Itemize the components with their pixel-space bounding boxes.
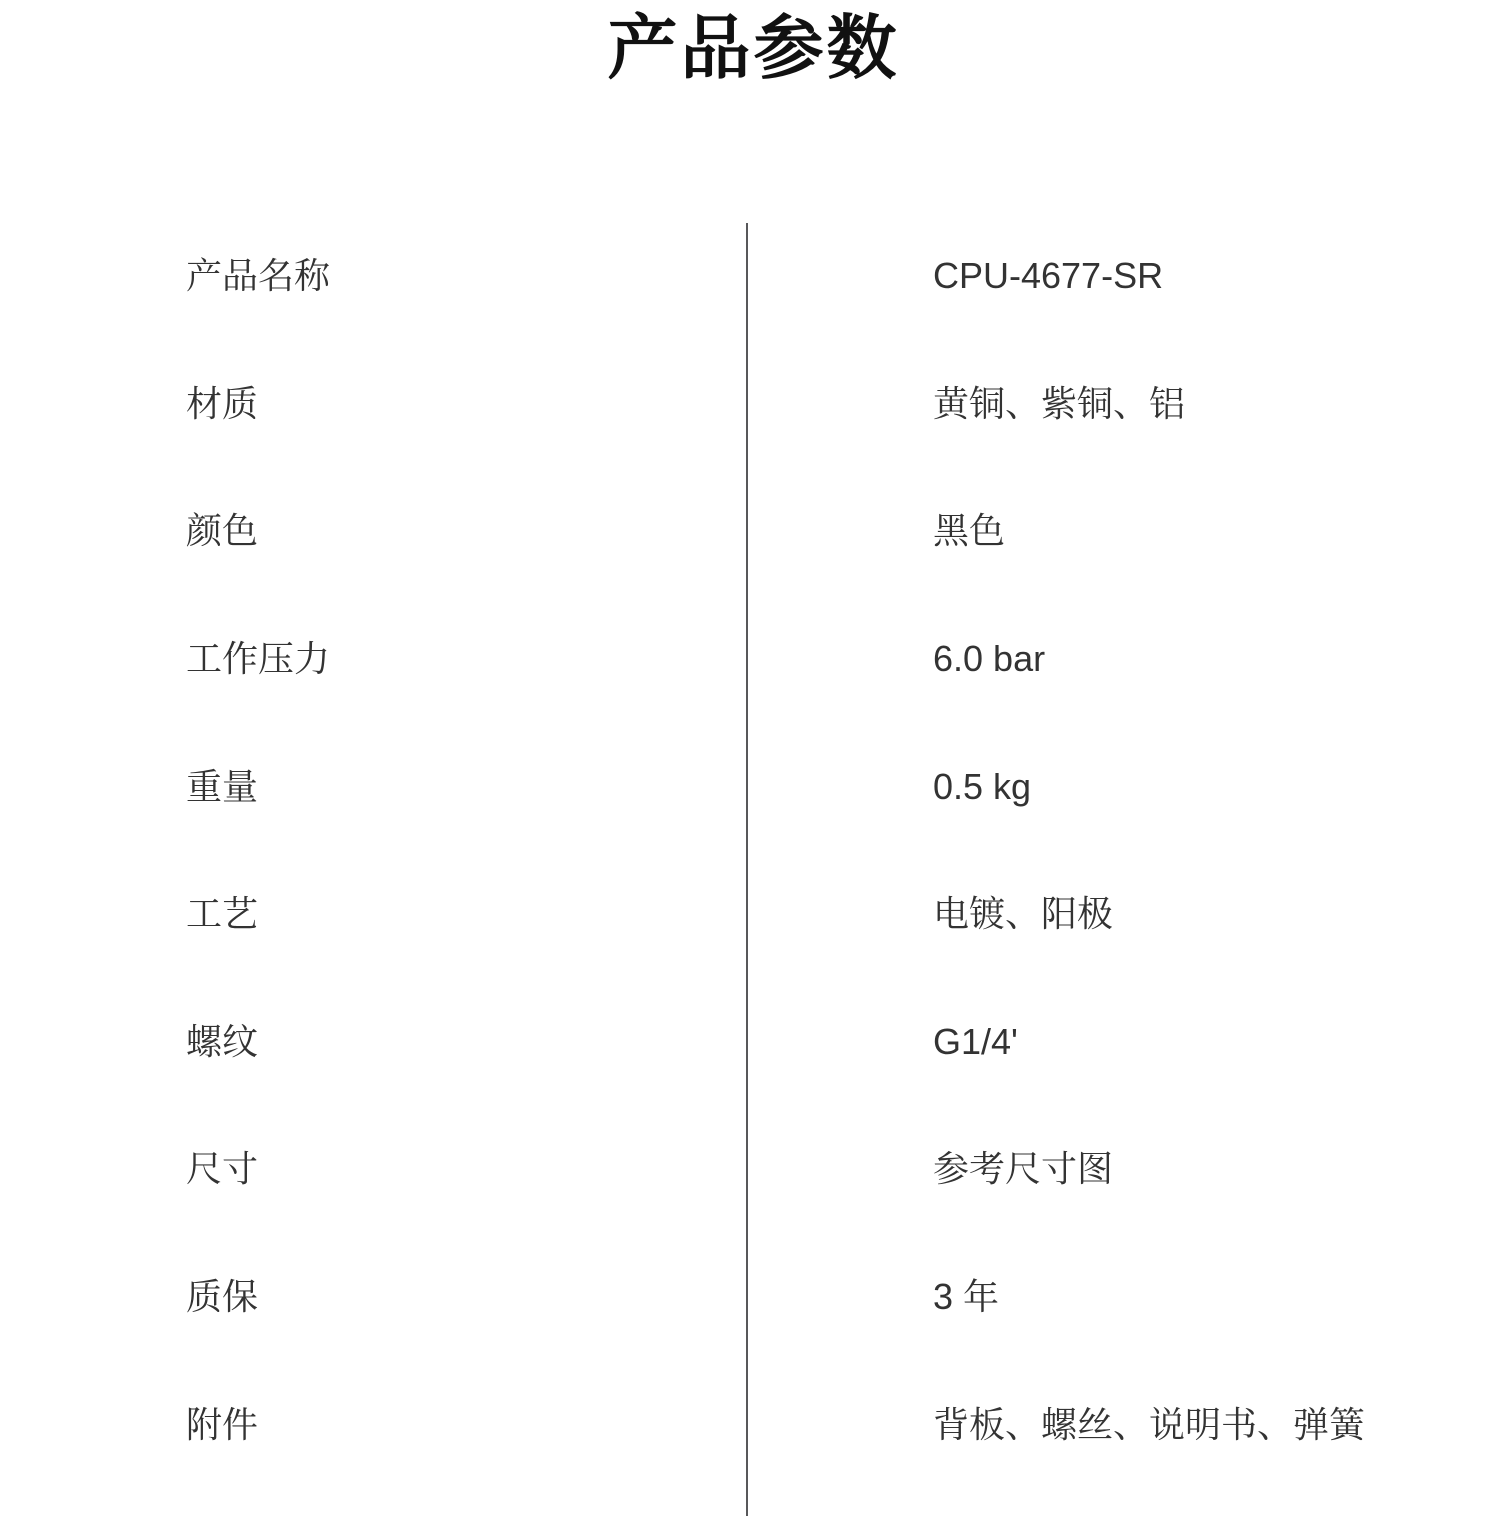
spec-value: G1/4' [933, 1020, 1018, 1062]
spec-label: 螺纹 [186, 1020, 259, 1062]
spec-row-accessories [0, 1360, 1507, 1488]
spec-row-warranty [0, 1233, 1507, 1361]
spec-label: 工艺 [186, 893, 259, 935]
spec-label: 颜色 [186, 510, 259, 552]
spec-row-working-pressure [0, 595, 1507, 723]
spec-label: 尺寸 [186, 1148, 259, 1190]
spec-row-material [0, 340, 1507, 468]
spec-value: 3 年 [933, 1275, 1000, 1317]
spec-value: 参考尺寸图 [933, 1148, 1114, 1190]
spec-label: 材质 [186, 382, 259, 424]
spec-row-weight [0, 722, 1507, 850]
spec-label: 质保 [186, 1275, 259, 1317]
spec-table [0, 212, 1507, 1488]
spec-value: 黄铜、紫铜、铝 [933, 382, 1186, 424]
spec-row-craft [0, 850, 1507, 978]
spec-row-thread [0, 978, 1507, 1106]
spec-label: 附件 [186, 1403, 259, 1445]
spec-row-dimensions [0, 1105, 1507, 1233]
page-title: 产品参数 [607, 9, 900, 87]
spec-value: 电镀、阳极 [933, 893, 1114, 935]
spec-label: 工作压力 [186, 637, 331, 679]
spec-row-color [0, 467, 1507, 595]
spec-value: 黑色 [933, 510, 1006, 552]
spec-value: CPU-4677-SR [933, 255, 1164, 297]
spec-value: 0.5 kg [933, 765, 1032, 807]
spec-row-product-name [0, 212, 1507, 340]
spec-value: 背板、螺丝、说明书、弹簧 [933, 1403, 1366, 1445]
spec-value: 6.0 bar [933, 637, 1046, 679]
spec-label: 重量 [186, 765, 259, 807]
spec-label: 产品名称 [186, 255, 331, 297]
